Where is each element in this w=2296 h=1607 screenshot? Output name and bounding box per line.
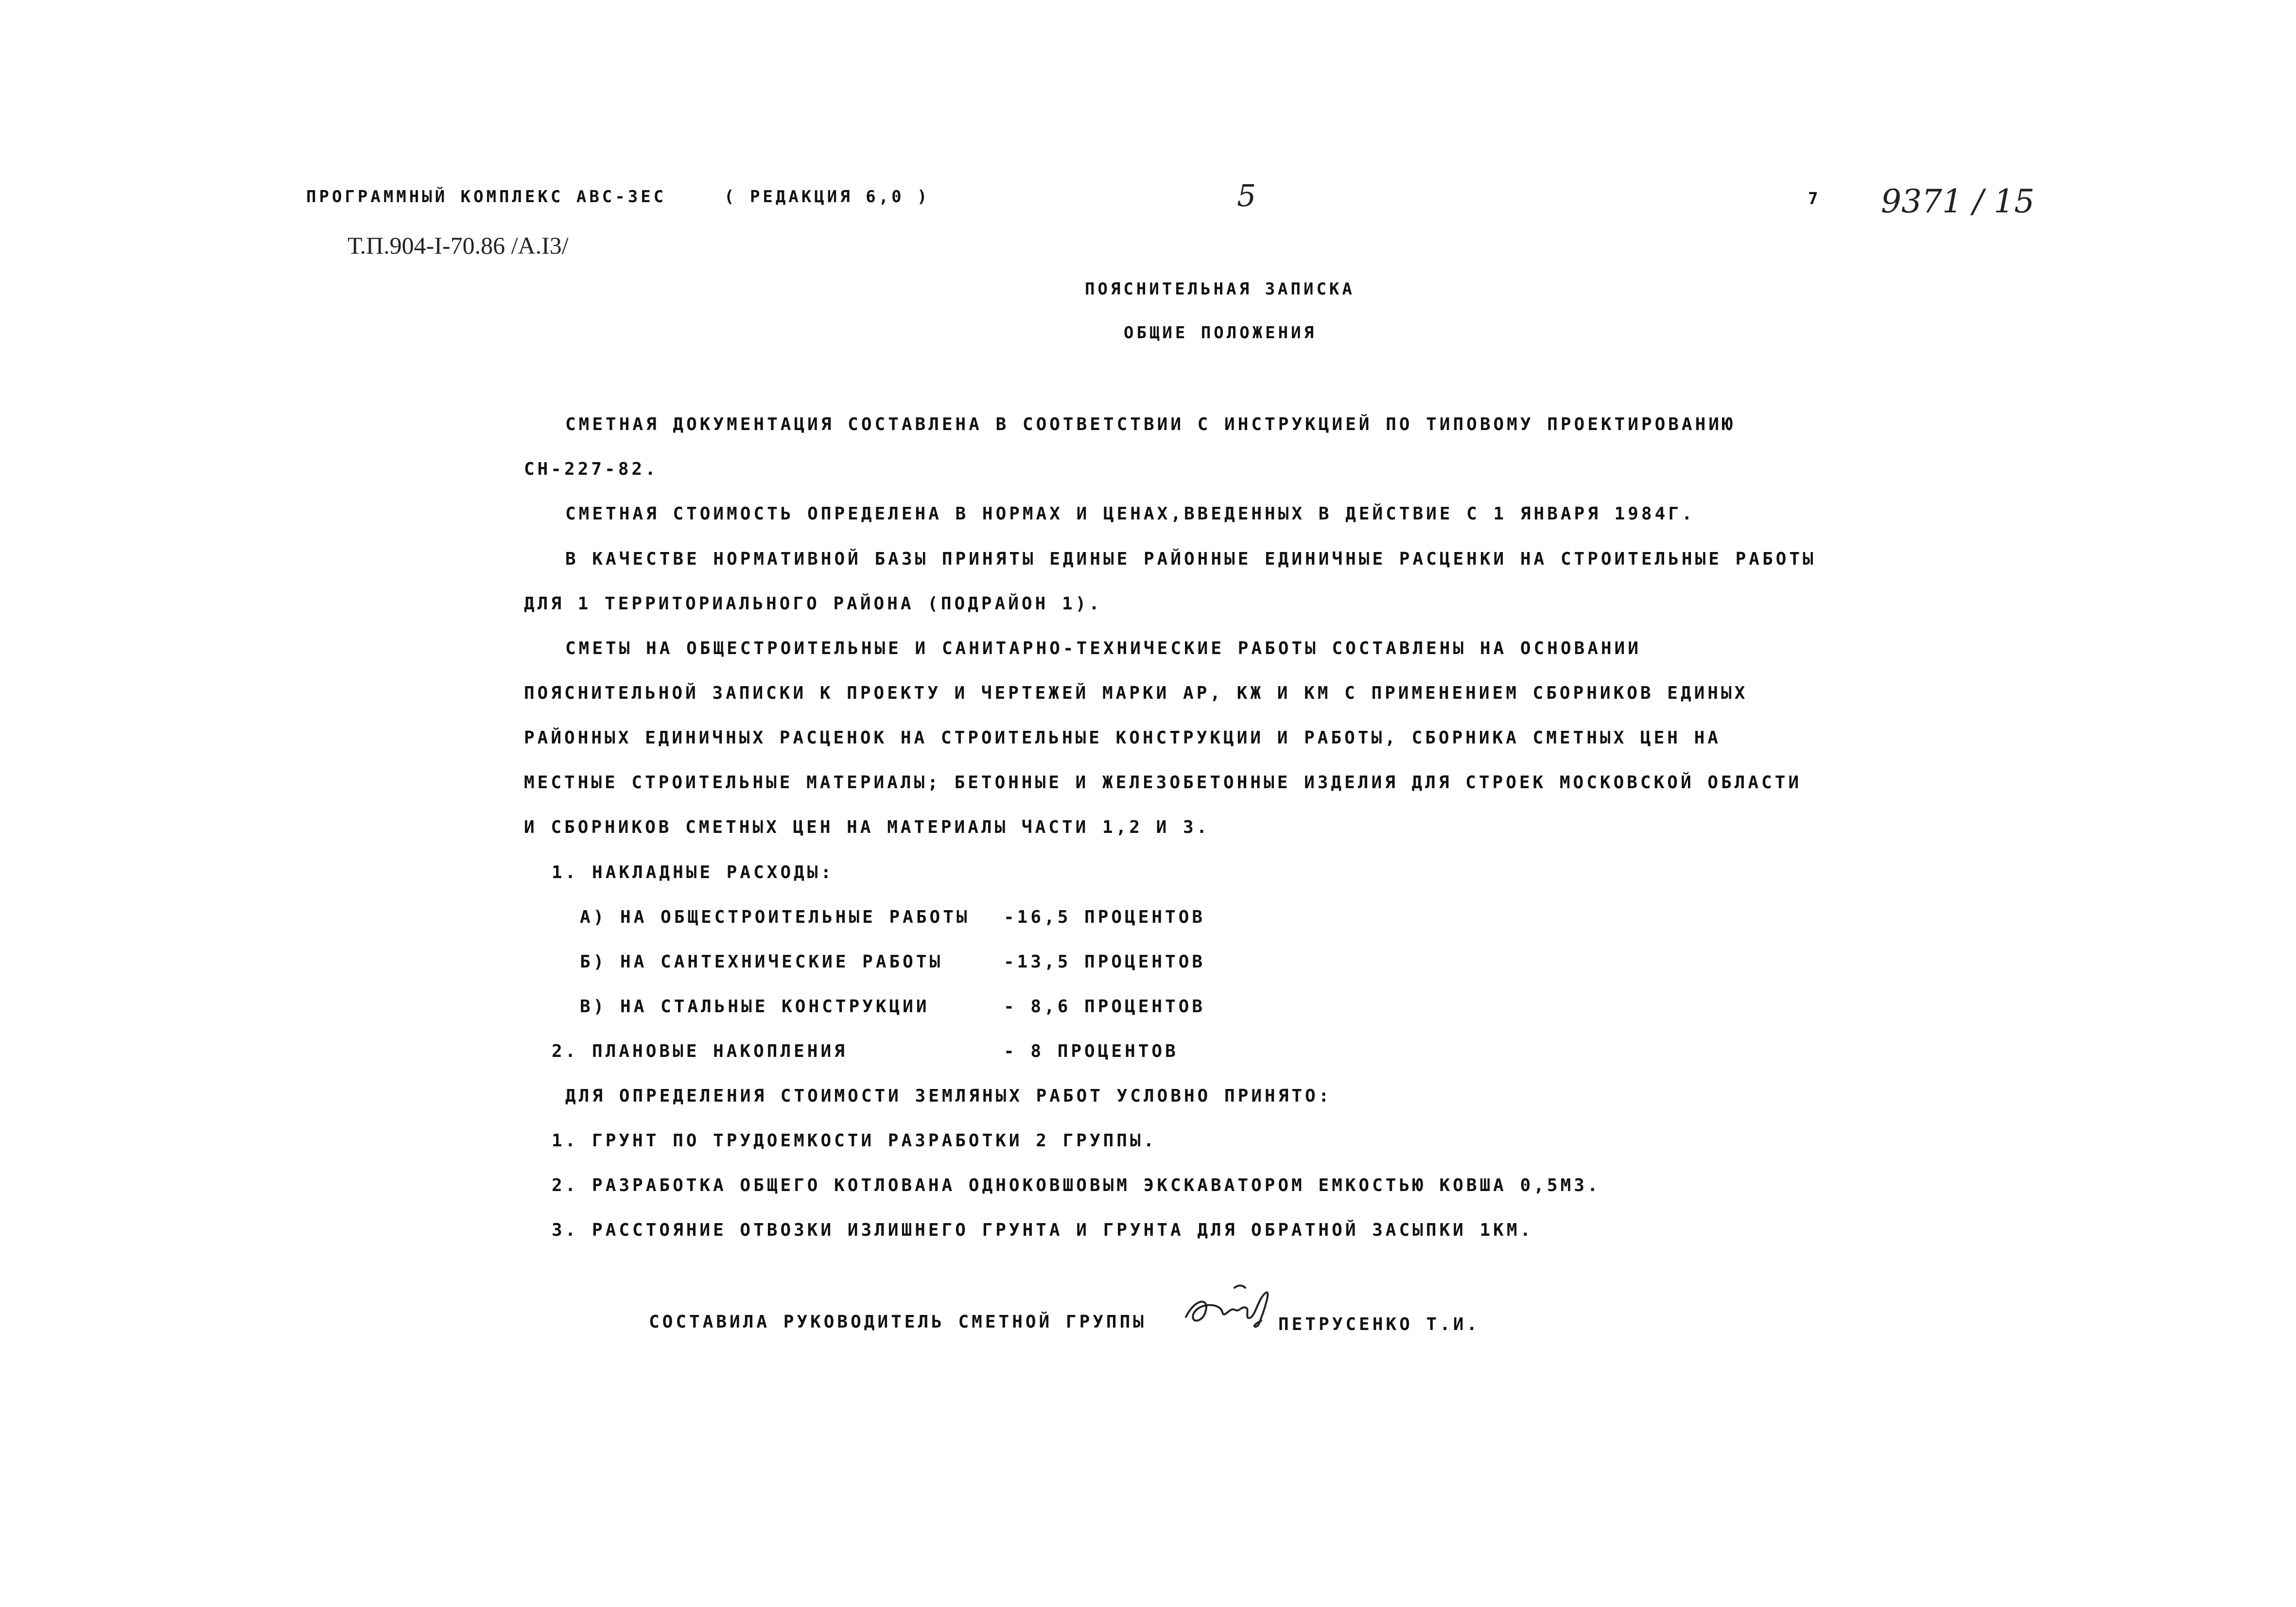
page-number: 5 [1237, 178, 1256, 213]
overhead-item-label: Б) НА САНТЕХНИЧЕСКИЕ РАБОТЫ [580, 952, 943, 972]
overhead-item-value: - 8,6 ПРОЦЕНТОВ [1004, 997, 1206, 1017]
body-line: СМЕТЫ НА ОБЩЕСТРОИТЕЛЬНЫЕ И САНИТАРНО-ТЕХНИЧЕСКИЕ РАБОТЫ СОСТАВЛЕНЫ НА ОСНОВАНИИ [565, 639, 1641, 658]
planned-savings-label: 2. ПЛАНОВЫЕ НАКОПЛЕНИЯ [552, 1041, 848, 1061]
body-line: СМЕТНАЯ СТОИМОСТЬ ОПРЕДЕЛЕНА В НОРМАХ И ЦЕНАХ,ВВЕДЕННЫХ В ДЕЙСТВИЕ С 1 ЯНВАРЯ 1984Г. [565, 504, 1695, 524]
signature-name: ПЕТРУСЕНКО Т.И. [1278, 1314, 1480, 1334]
earthworks-item: 2. РАЗРАБОТКА ОБЩЕГО КОТЛОВАНА ОДНОКОВШОВЫМ ЭКСКАВАТОРОМ ЕМКОСТЬЮ КОВША 0,5М3. [552, 1175, 1601, 1195]
overhead-item-value: -16,5 ПРОЦЕНТОВ [1004, 907, 1206, 927]
body-line: ДЛЯ 1 ТЕРРИТОРИАЛЬНОГО РАЙОНА (ПОДРАЙОН 1). [524, 594, 1102, 614]
earthworks-item: 3. РАССТОЯНИЕ ОТВОЗКИ ИЗЛИШНЕГО ГРУНТА И ГРУНТА ДЛЯ ОБРАТНОЙ ЗАСЫПКИ 1КМ. [552, 1220, 1534, 1240]
document-subtitle: ОБЩИЕ ПОЛОЖЕНИЯ [1124, 323, 1317, 343]
body-line: МЕСТНЫЕ СТРОИТЕЛЬНЫЕ МАТЕРИАЛЫ; БЕТОННЫЕ И ЖЕЛЕЗОБЕТОННЫЕ ИЗДЕЛИЯ ДЛЯ СТРОЕК МОСКОВСКОЙ ОБЛАСТИ [524, 773, 1802, 793]
document-title: ПОЯСНИТЕЛЬНАЯ ЗАПИСКА [1085, 279, 1355, 299]
body-line: ПОЯСНИТЕЛЬНОЙ ЗАПИСКИ К ПРОЕКТУ И ЧЕРТЕЖЕЙ МАРКИ АР, КЖ И КМ С ПРИМЕНЕНИЕМ СБОРНИКОВ ЕДИНЫХ [524, 683, 1748, 703]
overheads-heading: 1. НАКЛАДНЫЕ РАСХОДЫ: [552, 863, 835, 882]
body-line: В КАЧЕСТВЕ НОРМАТИВНОЙ БАЗЫ ПРИНЯТЫ ЕДИНЫЕ РАЙОННЫЕ ЕДИНИЧНЫЕ РАСЦЕНКИ НА СТРОИТЕЛЬНЫЕ РАБОТЫ [565, 549, 1816, 569]
right-mark: 7 [1808, 189, 1821, 208]
earthworks-item: 1. ГРУНТ ПО ТРУДОЕМКОСТИ РАЗРАБОТКИ 2 ГРУППЫ. [552, 1131, 1157, 1151]
signature-prefix: СОСТАВИЛА РУКОВОДИТЕЛЬ СМЕТНОЙ ГРУППЫ [649, 1312, 1147, 1332]
overhead-item-value: -13,5 ПРОЦЕНТОВ [1004, 952, 1206, 972]
sheet-reference: 9371 / 15 [1881, 183, 2035, 220]
body-line: СМЕТНАЯ ДОКУМЕНТАЦИЯ СОСТАВЛЕНА В СООТВЕТСТВИИ С ИНСТРУКЦИЕЙ ПО ТИПОВОМУ ПРОЕКТИРОВАНИЮ [565, 415, 1736, 434]
handwritten-signature-icon [1176, 1278, 1283, 1336]
body-line: И СБОРНИКОВ СМЕТНЫХ ЦЕН НА МАТЕРИАЛЫ ЧАСТИ 1,2 И 3. [524, 817, 1210, 837]
program-title: ПРОГРАММНЫЙ КОМПЛЕКС АВС-3ЕС [306, 187, 667, 207]
overhead-item-label: В) НА СТАЛЬНЫЕ КОНСТРУКЦИИ [580, 997, 930, 1017]
body-line: СН-227-82. [524, 459, 659, 479]
project-code: Т.П.904-I-70.86 /А.I3/ [348, 232, 569, 259]
overhead-item-label: А) НА ОБЩЕСТРОИТЕЛЬНЫЕ РАБОТЫ [580, 907, 970, 927]
earthworks-heading: ДЛЯ ОПРЕДЕЛЕНИЯ СТОИМОСТИ ЗЕМЛЯНЫХ РАБОТ УСЛОВНО ПРИНЯТО: [565, 1086, 1332, 1106]
edition-label: ( РЕДАКЦИЯ 6,0 ) [724, 187, 930, 207]
planned-savings-value: - 8 ПРОЦЕНТОВ [1004, 1041, 1179, 1061]
body-line: РАЙОННЫХ ЕДИНИЧНЫХ РАСЦЕНОК НА СТРОИТЕЛЬНЫЕ КОНСТРУКЦИИ И РАБОТЫ, СБОРНИКА СМЕТНЫХ ЦЕН НА [524, 728, 1721, 748]
